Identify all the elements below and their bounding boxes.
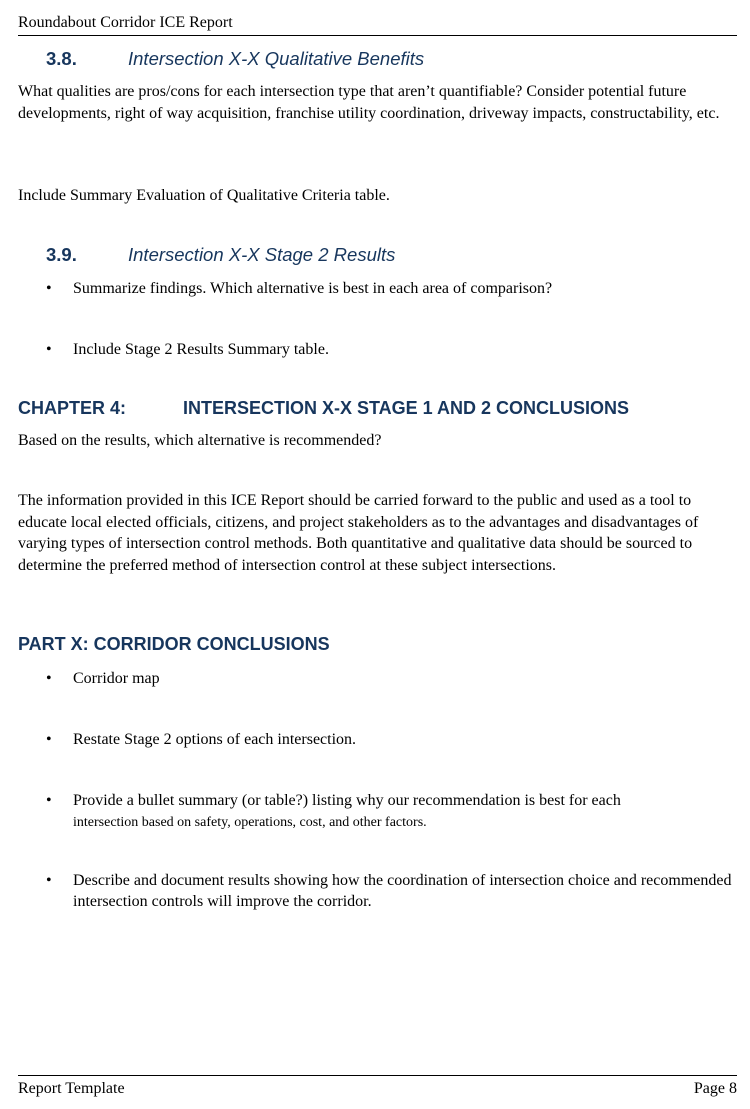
page-footer — [18, 1075, 737, 1098]
bullet-icon: • — [46, 731, 52, 748]
chapter-4-paragraph: Based on the results, which alternative is recommended? — [18, 432, 382, 449]
section-title: Intersection X-X Qualitative Benefits — [128, 48, 425, 69]
section-number: 3.9. — [46, 244, 77, 265]
list-item-text — [73, 790, 621, 833]
bullet-icon: • — [46, 341, 52, 358]
section-3-8-paragraph-2: Include Summary Evaluation of Qualitative Criteria table. — [18, 187, 390, 204]
bullet-icon: • — [46, 280, 52, 297]
section-number: 3.8. — [46, 48, 77, 69]
header-title: Roundabout Corridor ICE Report — [18, 14, 233, 31]
bullet-icon: • — [46, 872, 52, 889]
list-item-text: Restate Stage 2 options of each intersection. — [73, 731, 357, 748]
section-3-8-heading — [46, 48, 424, 70]
list-item-text: Corridor map — [73, 670, 160, 687]
list-item — [46, 339, 736, 360]
list-item — [46, 870, 736, 912]
chapter-4-paragraph-2: The information provided in this ICE Report should be carried forward to the public and used as a tool to educate local elected officials, citizens, and project stakeholders as to the advantages and disadvantages of varying types of intersection control methods. Both quantitative and qualitative data should be sourced to determine the preferred method of intersection control at these subject intersections. — [18, 492, 699, 574]
list-item-text: Describe and document results showing how the coordination of intersection choice and recommended intersection controls will improve the corridor. — [73, 872, 732, 910]
page-header — [18, 14, 737, 36]
list-item — [46, 668, 736, 689]
part-x-heading: PART X: CORRIDOR CONCLUSIONS — [18, 634, 330, 654]
list-item — [46, 278, 736, 299]
list-item-text: Summarize findings. Which alternative is best in each area of comparison? — [73, 280, 553, 297]
document-page — [18, 0, 737, 1109]
chapter-number: CHAPTER 4: — [18, 398, 127, 418]
section-title: Intersection X-X Stage 2 Results — [128, 244, 396, 265]
bullet-icon: • — [46, 670, 52, 687]
section-3-8-paragraph: What qualities are pros/cons for each intersection type that aren’t quantifiable? Consider potential future developments, right of way acquisition, franchise utility coordination, driveway impacts, constructability, etc. — [18, 83, 720, 122]
section-3-9-heading — [46, 244, 395, 266]
page-number: Page 8 — [693, 1080, 737, 1097]
list-item-line-1: Provide a bullet summary (or table?) listing why our recommendation is best for each — [73, 792, 621, 809]
footer-left: Report Template — [18, 1080, 125, 1097]
list-item — [46, 790, 736, 833]
list-item-line-2: intersection based on safety, operations, cost, and other factors. — [73, 815, 427, 830]
bullet-icon: • — [46, 792, 52, 809]
chapter-title: INTERSECTION X-X STAGE 1 AND 2 CONCLUSIONS — [183, 398, 630, 418]
list-item — [46, 729, 736, 750]
chapter-4-heading — [18, 398, 629, 419]
list-item-text: Include Stage 2 Results Summary table. — [73, 341, 329, 358]
